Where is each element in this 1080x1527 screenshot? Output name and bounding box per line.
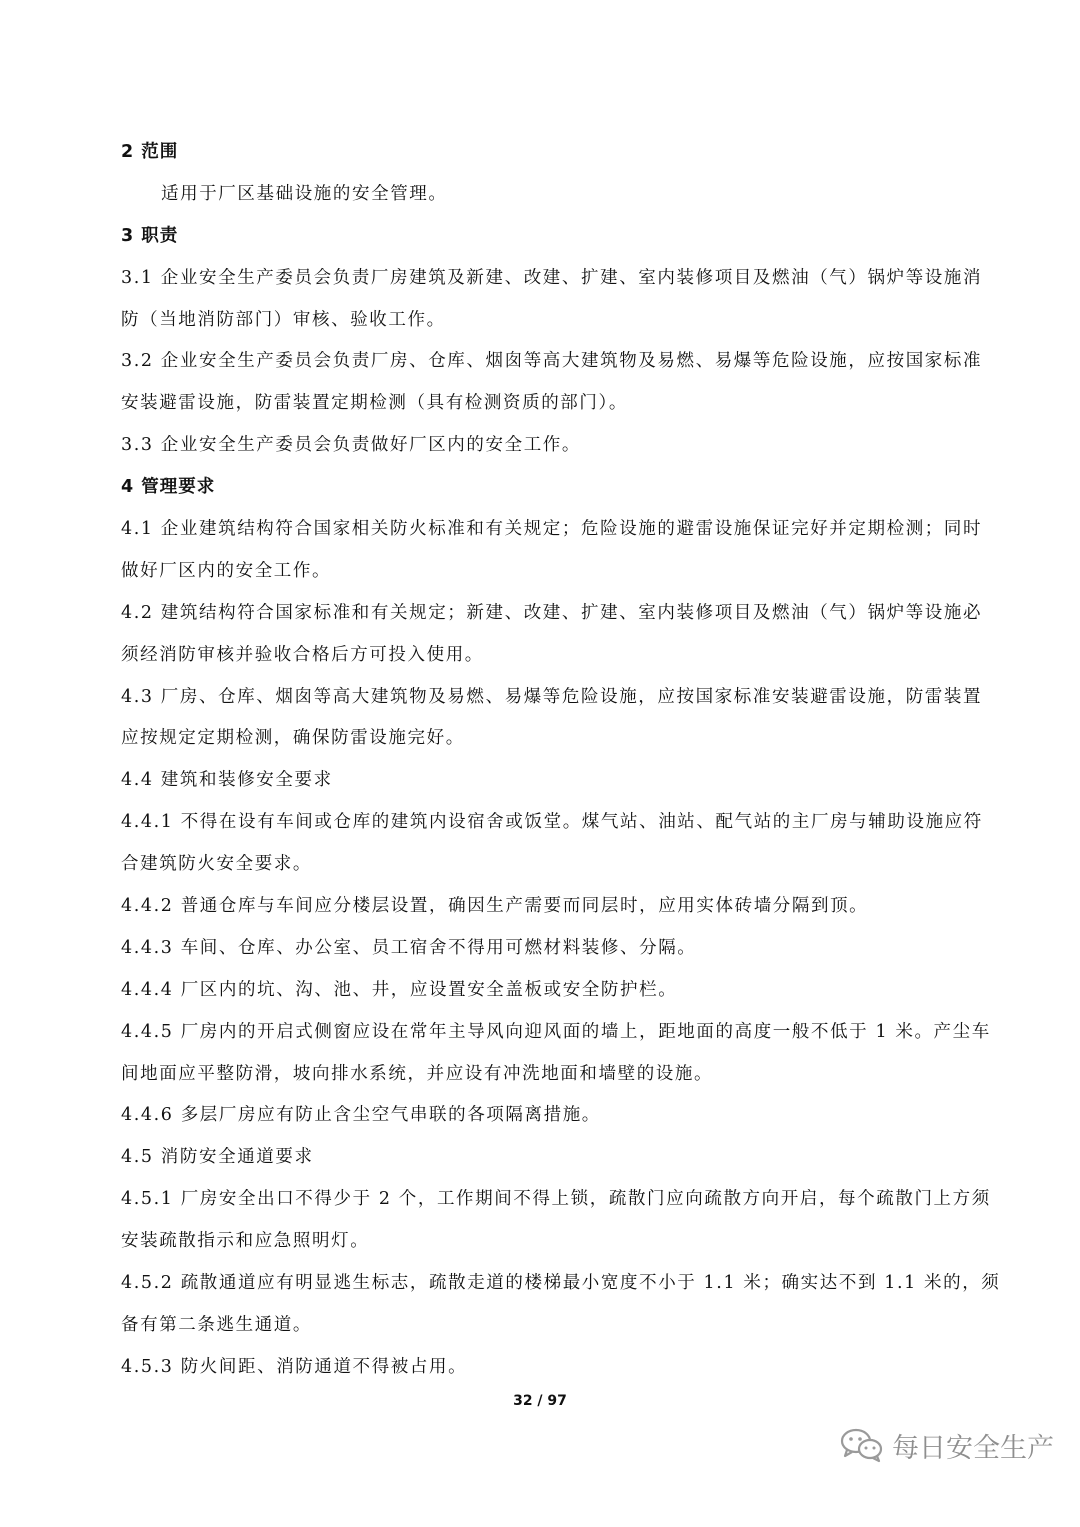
paragraph-line: 3.1 企业安全生产委员会负责厂房建筑及新建、改建、扩建、室内装修项目及燃油（气）锅炉等设施消	[121, 267, 983, 288]
paragraph-line: 4.5.1 厂房安全出口不得少于 2 个，工作期间不得上锁，疏散门应向疏散方向开启，每个疏散门上方须	[121, 1189, 991, 1210]
paragraph-line: 做好厂区内的安全工作。	[121, 560, 332, 581]
paragraph-line: 应按规定定期检测，确保防雷设施完好。	[121, 728, 465, 749]
paragraph-line: 4.4.1 不得在设有车间或仓库的建筑内设宿舍或饭堂。煤气站、油站、配气站的主厂房与辅助设施应符	[121, 812, 983, 833]
paragraph-line: 4.4.2 普通仓库与车间应分楼层设置，确因生产需要而同层时，应用实体砖墙分隔到顶。	[121, 896, 869, 917]
paragraph-line: 合建筑防火安全要求。	[121, 854, 312, 875]
subsection-title: 4.4 建筑和装修安全要求	[121, 770, 333, 791]
paragraph-line: 3.2 企业安全生产委员会负责厂房、仓库、烟囱等高大建筑物及易燃、易爆等危险设施，应按国家标准	[121, 351, 983, 372]
page-number: 32 / 97	[513, 1393, 567, 1409]
paragraph-line: 安装疏散指示和应急照明灯。	[121, 1231, 370, 1252]
paragraph-line: 4.4.6 多层厂房应有防止含尘空气串联的各项隔离措施。	[121, 1105, 601, 1126]
paragraph-line: 4.5.2 疏散通道应有明显逃生标志，疏散走道的楼梯最小宽度不小于 1.1 米；确实达不到 1.1 米的，须	[121, 1273, 1001, 1294]
paragraph-line: 须经消防审核并验收合格后方可投入使用。	[121, 644, 484, 665]
paragraph-line: 4.4.4 厂区内的坑、沟、池、井，应设置安全盖板或安全防护栏。	[121, 979, 678, 1000]
paragraph-line: 备有第二条逃生通道。	[121, 1314, 312, 1335]
paragraph-line: 安装避雷设施，防雷装置定期检测（具有检测资质的部门）。	[121, 393, 628, 414]
paragraph-line: 间地面应平整防滑，坡向排水系统，并应设有冲洗地面和墙壁的设施。	[121, 1063, 714, 1084]
paragraph-line: 适用于厂区基础设施的安全管理。	[161, 183, 448, 204]
section-heading-responsibilities: 3 职责	[121, 225, 179, 246]
paragraph-line: 4.4.5 厂房内的开启式侧窗应设在常年主导风向迎风面的墙上，距地面的高度一般不低于 1 米。产尘车	[121, 1021, 991, 1042]
wechat-icon	[840, 1427, 884, 1463]
watermark-text: 每日安全生产	[892, 1432, 1054, 1464]
paragraph-line: 4.2 建筑结构符合国家标准和有关规定；新建、改建、扩建、室内装修项目及燃油（气）锅炉等设施必	[121, 602, 983, 623]
paragraph-line: 3.3 企业安全生产委员会负责做好厂区内的安全工作。	[121, 435, 581, 456]
paragraph-line: 4.3 厂房、仓库、烟囱等高大建筑物及易燃、易爆等危险设施，应按国家标准安装避雷设施，防雷装置	[121, 686, 983, 707]
paragraph-line: 4.4.3 车间、仓库、办公室、员工宿舍不得用可燃材料装修、分隔。	[121, 937, 697, 958]
watermark	[840, 1421, 1054, 1469]
subsection-title: 4.5 消防安全通道要求	[121, 1147, 314, 1168]
paragraph-line: 防（当地消防部门）审核、验收工作。	[121, 309, 446, 330]
paragraph-line: 4.5.3 防火间距、消防通道不得被占用。	[121, 1356, 468, 1377]
document-body	[121, 132, 1001, 1389]
section-heading-management: 4 管理要求	[121, 477, 216, 498]
section-heading-scope: 2 范围	[121, 142, 179, 162]
paragraph-line: 4.1 企业建筑结构符合国家相关防火标准和有关规定；危险设施的避雷设施保证完好并定期检测；同时	[121, 519, 983, 540]
